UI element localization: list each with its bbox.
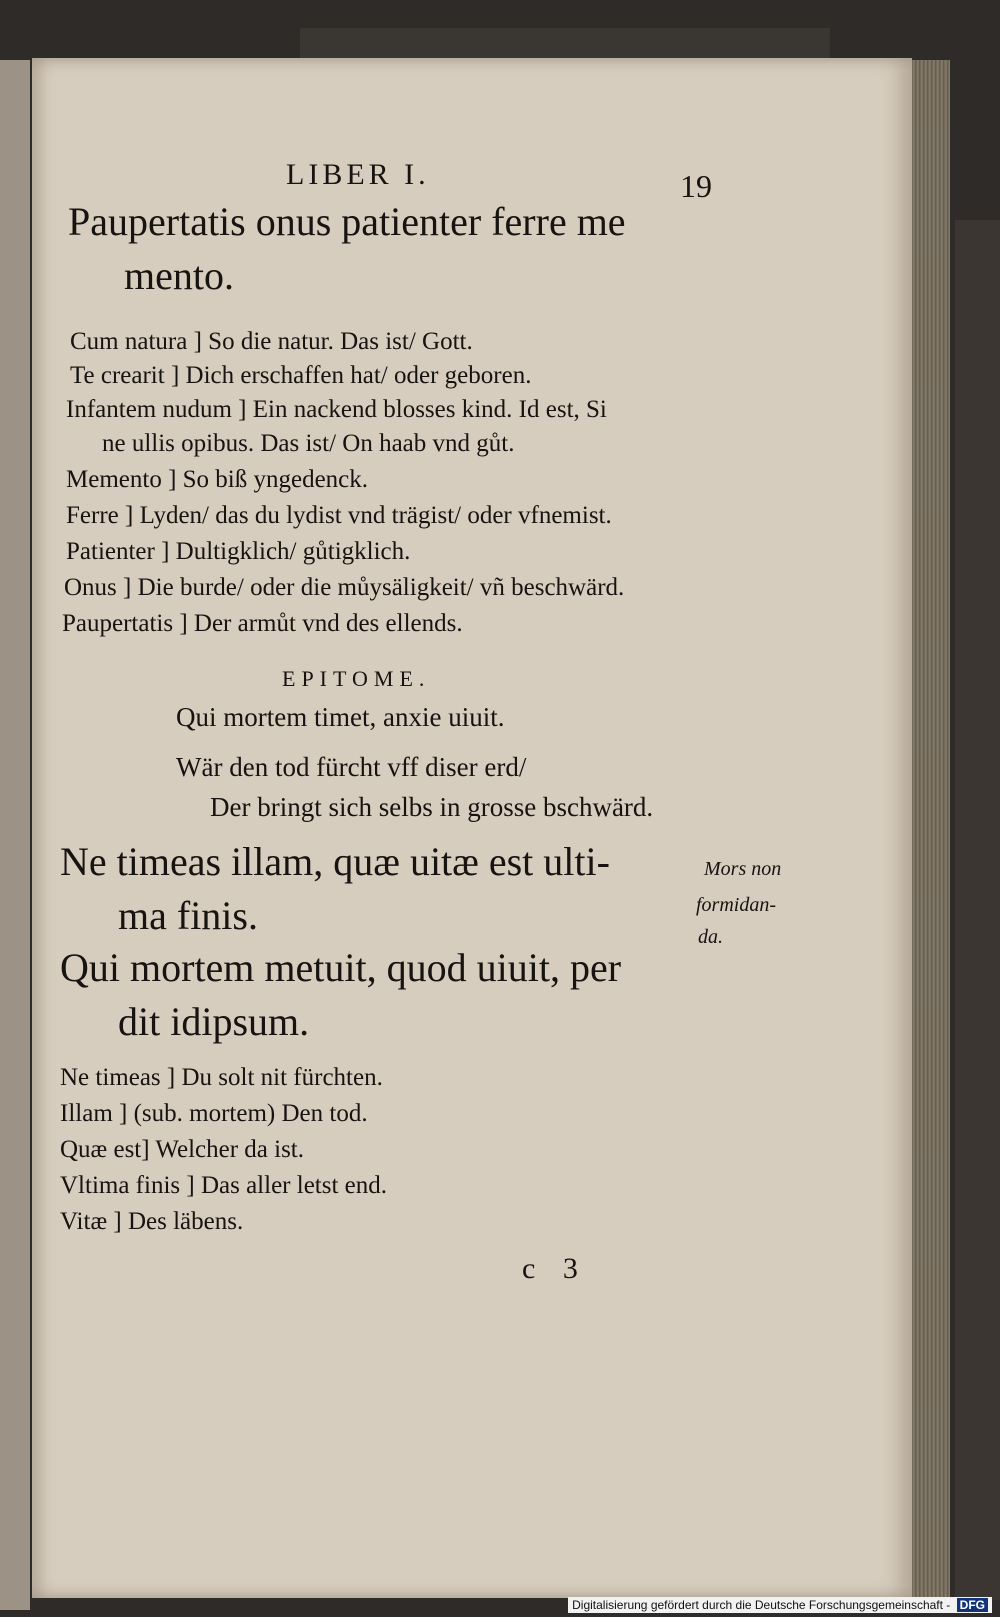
left-page-edge — [0, 60, 30, 1610]
verse-line: Paupertatis onus patienter ferre me — [68, 199, 626, 244]
gloss-line: Infantem nudum ] Ein nackend blosses kind. Id est, Si — [66, 396, 607, 423]
gloss-line: Te crearit ] Dich erschaffen hat/ oder geboren. — [70, 362, 532, 389]
footer-text: Digitalisierung gefördert durch die Deutsche Forschungsgemeinschaft - — [572, 1598, 951, 1612]
epitome-german: Wär den tod fürcht vff diser erd/ — [176, 752, 527, 782]
epitome-latin: Qui mortem timet, anxie uiuit. — [176, 702, 505, 732]
page-number: 19 — [680, 168, 712, 204]
gloss-line: Memento ] So biß yngedenck. — [66, 466, 369, 493]
marginal-note: da. — [698, 926, 723, 948]
gloss-line: Vltima finis ] Das aller letst end. — [60, 1172, 388, 1199]
gloss-line: Quæ est] Welcher da ist. — [60, 1136, 304, 1163]
running-header: LIBER I. — [286, 158, 430, 191]
verse-line: ma finis. — [118, 893, 258, 938]
gloss-line: Cum natura ] So die natur. Das ist/ Gott. — [70, 328, 473, 355]
gloss-line: Illam ] (sub. mortem) Den tod. — [60, 1100, 368, 1127]
gloss-line: Onus ] Die burde/ oder die můysäligkeit/ vñ beschwärd. — [64, 574, 625, 601]
gloss-line: Ne timeas ] Du solt nit fürchten. — [60, 1064, 383, 1091]
verse-line: Ne timeas illam, quæ uitæ est ulti- — [60, 839, 610, 884]
gloss-line: Ferre ] Lyden/ das du lydist vnd trägist/ oder vfnemist. — [66, 502, 612, 529]
verse-line: Qui mortem metuit, quod uiuit, per — [60, 945, 622, 990]
verse-line: mento. — [124, 253, 234, 298]
epitome-german: Der bringt sich selbs in grosse bschwärd. — [210, 792, 654, 822]
gloss-line: Vitæ ] Des läbens. — [60, 1208, 244, 1235]
verse-line: dit idipsum. — [118, 999, 310, 1044]
marginal-note: formidan- — [696, 894, 776, 916]
digitization-credit — [568, 1597, 992, 1613]
gloss-line: Paupertatis ] Der armůt vnd des ellends. — [62, 610, 463, 637]
book-cover-strip — [955, 220, 1000, 1600]
signature-mark: c 3 — [522, 1252, 588, 1285]
epitome-heading: EPITOME. — [282, 666, 431, 691]
marginal-note: Mors non — [704, 858, 782, 880]
book-page — [32, 58, 912, 1598]
gloss-line: ne ullis opibus. Das ist/ On haab vnd gůt. — [102, 430, 515, 457]
dfg-logo: DFG — [957, 1598, 988, 1612]
gloss-line: Patienter ] Dultigklich/ gůtigklich. — [66, 538, 411, 565]
